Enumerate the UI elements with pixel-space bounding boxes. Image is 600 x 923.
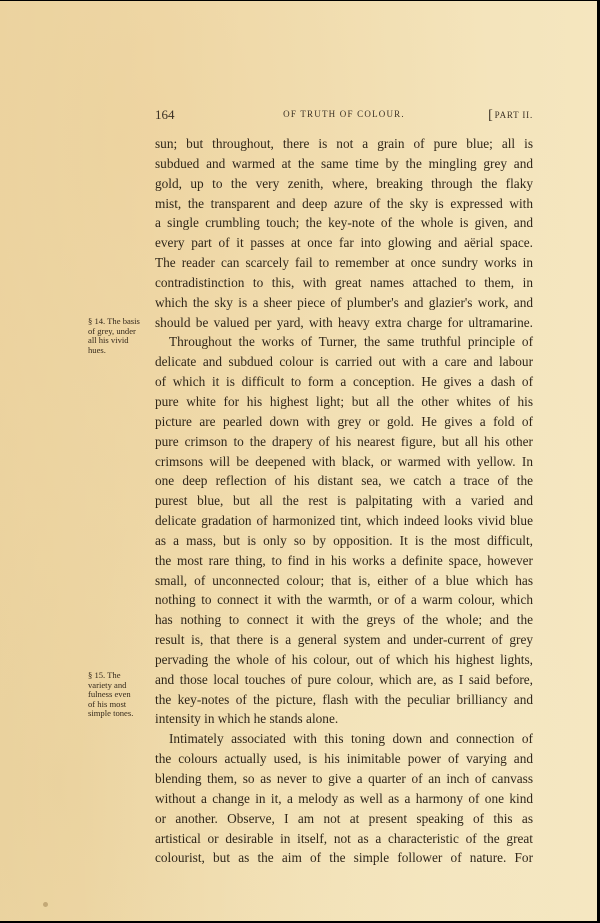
- text-line: The reader can scarcely fail to remember at once sundry works in: [155, 255, 533, 271]
- text-line: a single crumbling touch; the key-note of the whole is given, and: [155, 215, 533, 231]
- paper-speck: [43, 902, 48, 907]
- paragraph-end-line: intensity in which he stands alone.: [155, 711, 339, 727]
- text-line: pure white for his highest light; but all the other whites of his: [155, 393, 533, 409]
- text-line: pure crimson to the drapery of his nearest figure, but all his other: [155, 433, 533, 449]
- part-label: [488, 107, 533, 123]
- text-line: purest blue, but all the rest is palpitating with a varied and: [155, 493, 533, 509]
- text-line: colourist, but as the aim of the simple follower of nature. For: [155, 850, 533, 866]
- chapter-title: OF TRUTH OF COLOUR.: [283, 109, 405, 119]
- text-line: picture are pearled down with grey or gold. He gives a fold of: [155, 413, 533, 429]
- text-line: should be valued per yard, with heavy extra charge for ultramarine.: [155, 314, 533, 330]
- text-line: contradistinction to this, with great names attached to them, in: [155, 274, 533, 290]
- page-number: 164: [155, 107, 175, 122]
- text-line: as a mass, but is only so by opposition. It is the most difficult,: [155, 532, 533, 548]
- text-line: which the sky is a sheer piece of plumber's and glazier's work, and: [155, 294, 533, 310]
- text-line: artistical or desirable in itself, not as a characteristic of the great: [155, 830, 533, 846]
- text-line: nothing to connect it with the warmth, or of a warm colour, which: [155, 592, 533, 608]
- text-line: the most rare thing, to find in his works a definite space, however: [155, 552, 533, 568]
- text-line: or another. Observe, I am not at present speaking of this as: [155, 810, 533, 826]
- sidenote-line: of his most: [88, 698, 127, 709]
- text-line: of which it is difficult to form a conception. He gives a dash of: [155, 374, 533, 390]
- sidenote-line: hues.: [88, 344, 106, 355]
- text-line: the key-notes of the picture, flash with the peculiar brilliancy and: [155, 691, 533, 707]
- paragraph-start-line: Throughout the works of Turner, the same truthful principle of: [169, 334, 533, 350]
- text-line: result is, that there is a general system and under-current of grey: [155, 632, 533, 648]
- part-bracket: [: [488, 108, 494, 123]
- text-line: subdued and warmed at the same time by the mingling grey and: [155, 155, 533, 171]
- text-line: blending them, so as never to give a quarter of an inch of canvass: [155, 771, 533, 786]
- text-line: the colours actually used, is his inimitable power of varying and: [155, 751, 533, 767]
- text-line: pervading the whole of his colour, out of which his highest lights,: [155, 651, 533, 667]
- text-line: mist, the transparent and deep azure of the sky is expressed with: [155, 195, 533, 211]
- sidenote-line: all his vivid: [88, 335, 129, 346]
- text-line: gold, up to the very zenith, where, breaking through the flaky: [155, 175, 533, 191]
- body-text: [155, 134, 533, 868]
- part-text: PART II.: [494, 110, 533, 120]
- paragraph-start-line: Intimately associated with this toning down and connection of: [169, 731, 533, 747]
- text-line: one deep reflection of his distant sea, we catch a trace of the: [155, 473, 533, 489]
- running-head: [155, 107, 533, 123]
- text-line: has nothing to connect it with the greys of the whole; and the: [155, 612, 533, 628]
- book-page: [0, 1, 597, 921]
- text-line: every part of it passes at once far into glowing and aërial space.: [155, 235, 533, 251]
- sidenote-line: of grey, under: [88, 325, 136, 336]
- text-line: delicate gradation of harmonized tint, which indeed looks vivid blue: [155, 513, 533, 529]
- text-line: sun; but throughout, there is not a grain of pure blue; all is: [155, 136, 533, 151]
- sidenote-line: variety and: [88, 679, 127, 690]
- text-line: and those local touches of pure colour, which are, as I said before,: [155, 671, 533, 687]
- text-line: delicate and subdued colour is carried out with a care and labour: [155, 354, 533, 370]
- text-line: small, of unconnected colour; that is, either of a blue which has: [155, 572, 533, 588]
- text-line: crimsons will be deepened with black, or warmed with yellow. In: [155, 453, 533, 469]
- sidenote-line: § 14. The basis: [88, 316, 140, 326]
- sidenote-line: § 15. The: [88, 670, 121, 680]
- sidenote-line: simple tones.: [88, 708, 134, 719]
- sidenote-line: fulness even: [88, 689, 131, 700]
- text-line: without a change in it, a melody as well as a harmony of one kind: [155, 790, 533, 806]
